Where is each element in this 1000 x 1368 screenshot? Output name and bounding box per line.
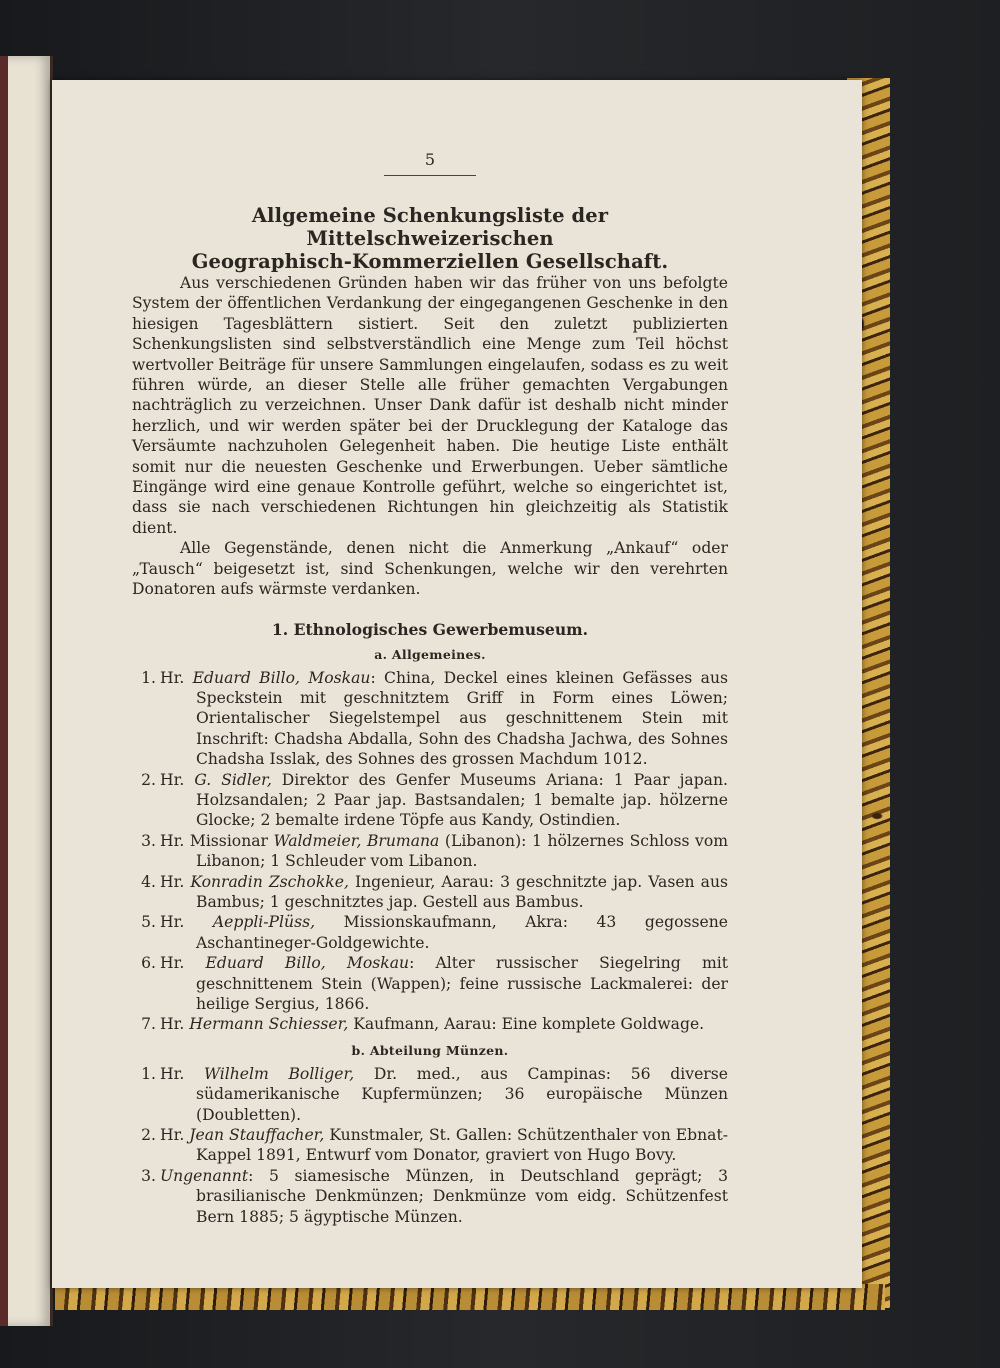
list-item: 2. Hr. Jean Stauffacher, Kunstmaler, St. Gallen: Schützenthaler von Ebnat-Kappel 1891, Entwurf vom Donator, graviert von Hugo Bovy.: [141, 1126, 728, 1165]
list-item: 7. Hr. Hermann Schiesser, Kaufmann, Aarau: Eine komplete Goldwage.: [141, 1015, 705, 1034]
book-page: [52, 80, 862, 1288]
subsection-a-list: [132, 668, 728, 1035]
list-item: 6. Hr. Eduard Billo, Moskau: Alter russischer Siegelring mit geschnittenem Stein (Wappen); feine russische Lackmalerei: der heilige Sergius, 1866.: [141, 954, 728, 1013]
list-item: 5. Hr. Aeppli-Plüss, Missionskaufmann, Akra: 43 gegossene Aschantineger-Goldgewichte.: [141, 913, 728, 952]
title-line-1: Allgemeine Schenkungsliste der Mittelschweizerischen: [251, 204, 609, 250]
list-item: 1. Hr. Wilhelm Bolliger, Dr. med., aus Campinas: 56 diverse südamerikanische Kupfermünzen; 36 europäische Münzen (Doubletten).: [141, 1064, 728, 1124]
intro-paragraph-2: Alle Gegenstände, denen nicht die Anmerkung „Ankauf“ oder „Tausch“ beigesetzt ist, sind Schenkungen, welche wir den verehrten Donatoren aufs wärmste verdanken.: [132, 539, 728, 599]
page-title: [132, 204, 728, 273]
list-item: 4. Hr. Konradin Zschokke, Ingenieur, Aarau: 3 geschnitzte jap. Vasen aus Bambus; 1 geschnitztes jap. Gestell aus Bambus.: [141, 872, 728, 911]
page-number: 5: [424, 150, 436, 169]
page-content: [132, 150, 728, 1227]
title-line-2: Geographisch-Kommerziellen Gesellschaft.: [191, 250, 669, 273]
list-item: 3. Ungenannt: 5 siamesische Münzen, in Deutschland geprägt; 3 brasilianische Denkmünzen; Denkmünze vom eidg. Schützenfest Bern 1885; 5 ägyptische Münzen.: [141, 1166, 728, 1226]
section-heading: 1. Ethnologisches Gewerbemuseum.: [271, 619, 589, 639]
intro-paragraph-1: Aus verschiedenen Gründen haben wir das früher von uns befolgte System der öffentlichen Verdankung der eingegangenen Geschenke in den hiesigen Tagesblättern sistiert. Seit den zuletzt publizierten Schenkungslisten sind selbstverständlich eine Menge zum Teil höchst wertvoller Beiträge für unsere Sammlungen eingelaufen, sodass es zu weit führen würde, an dieser Stelle alle früher gemachten Vergabungen nachträglich zu verzeichnen. Unser Dank dafür ist deshalb nicht minder herzlich, und wir werden später bei der Drucklegung der Kataloge das Versäumte nachzuholen Gelegenheit haben. Die heutige Liste enthält somit nur die neuesten Geschenke und Erwerbungen. Ueber sämtliche Eingänge wird eine genaue Kontrolle geführt, welche so eingerichtet ist, dass sie nach verschiedenen Richtungen hin gleichzeitig als Statistik dient.: [132, 274, 728, 537]
list-item: 2. Hr. G. Sidler, Direktor des Genfer Museums Ariana: 1 Paar japan. Holzsandalen; 2 Paar jap. Bastsandalen; 1 bemalte jap. hölzerne Glocke; 2 bemalte irdene Töpfe aus Kandy, Ostindien.: [141, 770, 728, 830]
subsection-a-heading: a. Allgemeines.: [374, 646, 486, 662]
page-number-rule: [384, 175, 476, 176]
subsection-b-heading: b. Abteilung Münzen.: [351, 1042, 509, 1058]
list-item: 3. Hr. Missionar Waldmeier, Brumana (Libanon): 1 hölzernes Schloss vom Libanon; 1 Schleuder vom Libanon.: [141, 831, 729, 871]
left-binding: [0, 56, 8, 1326]
subsection-b-list: [132, 1064, 728, 1227]
list-item: 1. Hr. Eduard Billo, Moskau: China, Deckel eines kleinen Gefässes aus Speckstein mit geschnitztem Griff in Form eines Löwen; Orientalischer Siegelstempel aus geschnittenem Stein mit Inschrift: Chadsha Abdalla, Sohn des Chadsha Jachwa, des Sohnes Chadsha Isslak, des Sohnes des grossen Machdum 1012.: [141, 668, 729, 769]
